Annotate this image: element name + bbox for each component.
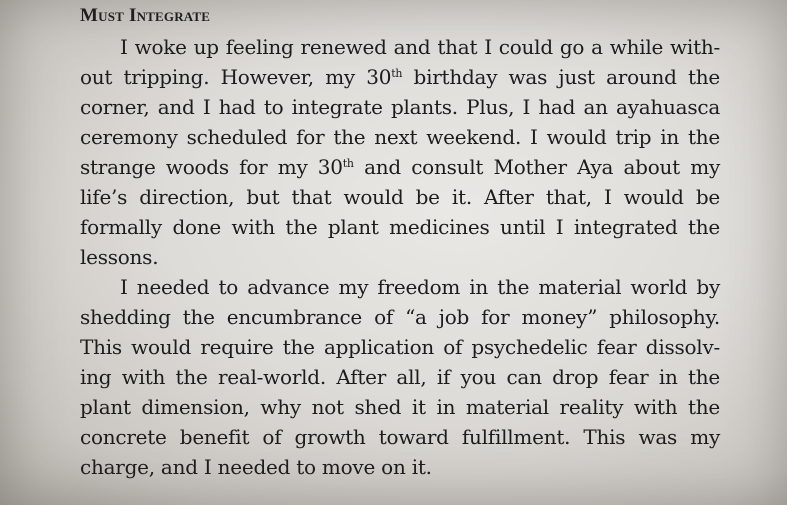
ordinal-suffix: th [391,66,403,80]
text-line: life’s direction, but that would be it. After that, I would be [80,185,720,209]
text-line: out tripping. However, my 30th birthday was just around the [80,65,720,89]
text-line: This would require the application of psychedelic fear dissolv- [80,335,720,359]
section-heading: Must Integrate [80,5,211,26]
text-line: I woke up feeling renewed and that I could go a while with- [120,35,720,59]
text-line: concrete benefit of growth toward fulfillment. This was my [80,425,720,449]
text-line: shedding the encumbrance of “a job for money” philosophy. [80,305,720,329]
text-line: lessons. [80,245,159,269]
ordinal-suffix: th [342,156,354,170]
text-line: charge, and I needed to move on it. [80,455,432,479]
paragraph-2 [80,272,720,482]
text-line: ceremony scheduled for the next weekend. I would trip in the [80,125,720,149]
text-line: ing with the real-world. After all, if you can drop fear in the [80,365,720,389]
text-line: strange woods for my 30th and consult Mother Aya about my [80,155,721,179]
text-line: formally done with the plant medicines until I integrated the [80,215,720,239]
paragraph-1 [80,32,720,272]
text-line: corner, and I had to integrate plants. Plus, I had an ayahuasca [80,95,720,119]
text-line: plant dimension, why not shed it in material reality with the [80,395,720,419]
text-line: I needed to advance my freedom in the material world by [120,275,720,299]
